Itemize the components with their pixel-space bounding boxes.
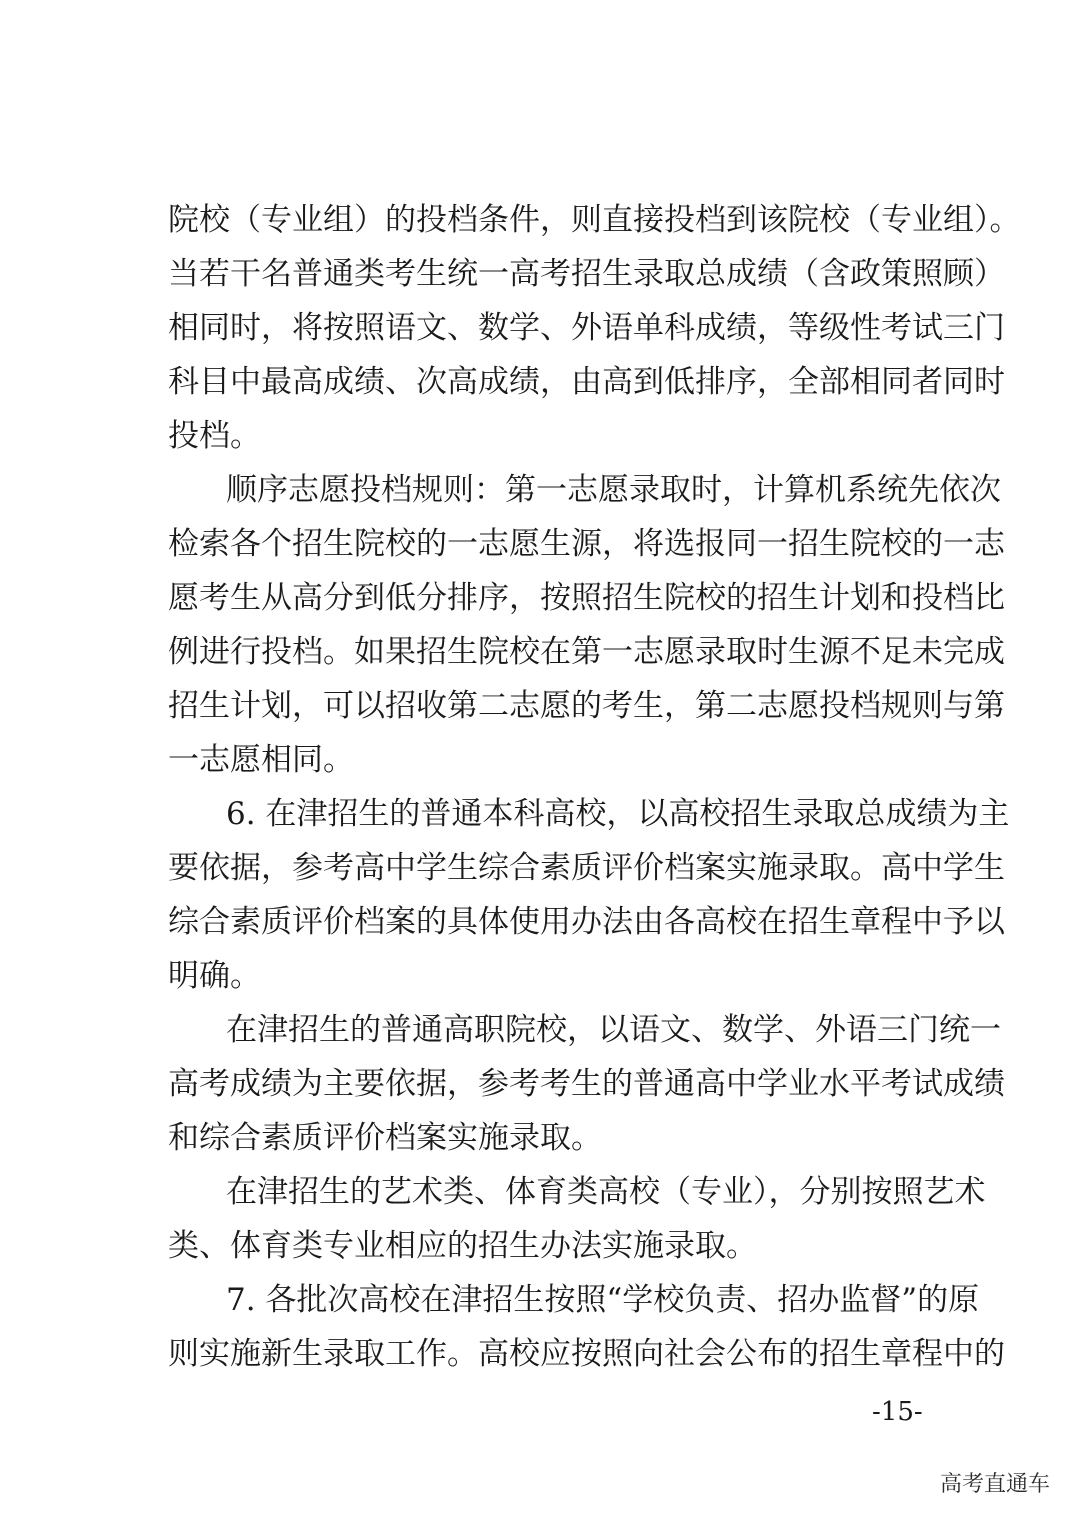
text-line: 类、体育类专业相应的招生办法实施录取。	[168, 1228, 757, 1264]
text-line: 投档。	[168, 418, 261, 454]
paragraph-first-line: 在津招生的艺术类、体育类高校（专业），分别按照艺术	[226, 1174, 986, 1210]
text-line: 要依据，参考高中学生综合素质评价档案实施录取。高中学生	[168, 850, 1005, 886]
text-line: 明确。	[168, 958, 261, 994]
text-line: 一志愿相同。	[168, 742, 354, 778]
paragraph-first-line: 7. 各批次高校在津招生按照“学校负责、招办监督”的原	[226, 1282, 980, 1318]
text-line: 科目中最高成绩、次高成绩，由高到低排序，全部相同者同时	[168, 364, 1005, 400]
paragraph-first-line: 顺序志愿投档规则：第一志愿录取时，计算机系统先依次	[226, 472, 1001, 508]
text-line: 例进行投档。如果招生院校在第一志愿录取时生源不足未完成	[168, 634, 1005, 670]
watermark-text: 高考直通车	[940, 1472, 1051, 1497]
text-line: 和综合素质评价档案实施录取。	[168, 1120, 602, 1156]
text-line: 相同时，将按照语文、数学、外语单科成绩，等级性考试三门	[168, 310, 1005, 346]
text-line: 检索各个招生院校的一志愿生源，将选报同一招生院校的一志	[168, 526, 1005, 562]
text-line: 愿考生从高分到低分排序，按照招生院校的招生计划和投档比	[168, 580, 1005, 616]
paragraph-first-line: 在津招生的普通高职院校，以语文、数学、外语三门统一	[226, 1012, 1001, 1048]
text-line: 当若干名普通类考生统一高考招生录取总成绩（含政策照顾）	[168, 256, 1005, 292]
page-number: -15-	[872, 1397, 923, 1427]
text-line: 院校（专业组）的投档条件，则直接投档到该院校（专业组）。	[168, 202, 1021, 238]
text-line: 则实施新生录取工作。高校应按照向社会公布的招生章程中的	[168, 1336, 1005, 1372]
paragraph-first-line: 6. 在津招生的普通本科高校，以高校招生录取总成绩为主	[226, 796, 1010, 832]
text-line: 综合素质评价档案的具体使用办法由各高校在招生章程中予以	[168, 904, 1005, 940]
text-line: 高考成绩为主要依据，参考考生的普通高中学业水平考试成绩	[168, 1066, 1005, 1102]
text-line: 招生计划，可以招收第二志愿的考生，第二志愿投档规则与第	[168, 688, 1005, 724]
